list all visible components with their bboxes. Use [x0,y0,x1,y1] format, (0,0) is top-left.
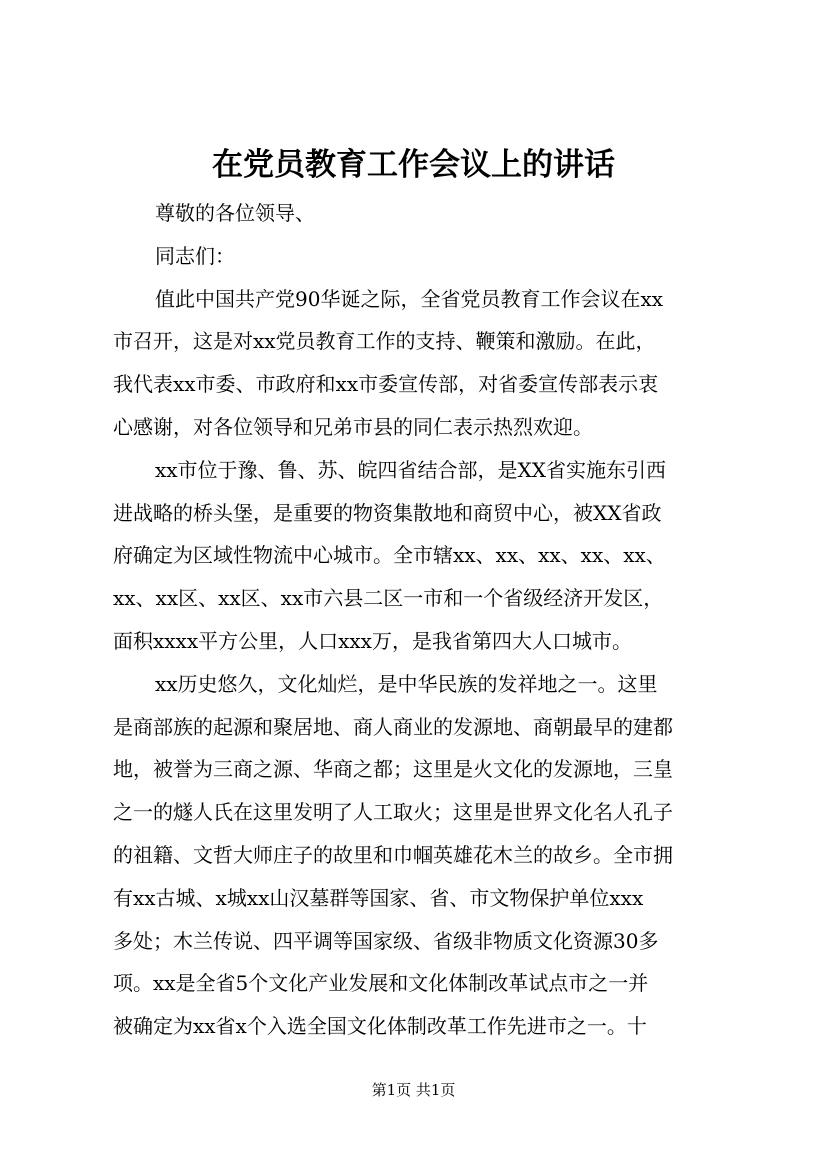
text-line: xx历史悠久，文化灿烂，是中华民族的发祥地之一。这里 [155,671,658,696]
text-line: xx市位于豫、鲁、苏、皖四省结合部，是XX省实施东引西 [155,457,667,482]
text-line: 项。xx是全省5个文化产业发展和文化体制改革试点市之一并 [113,971,649,996]
text-line: 进战略的桥头堡，是重要的物资集散地和商贸中心，被XX省政 [113,500,662,525]
text-line: 值此中国共产党90华诞之际，全省党员教育工作会议在xx [155,286,664,311]
text-line: 我代表xx市委、市政府和xx市委宣传部，对省委宣传部表示衷 [113,372,659,397]
text-line: 地，被誉为三商之源、华商之都；这里是火文化的发源地，三皇 [113,757,673,782]
text-line: 的祖籍、文哲大师庄子的故里和巾帼英雄花木兰的故乡。全市拥 [113,842,673,867]
text-line: 之一的燧人氏在这里发明了人工取火；这里是世界文化名人孔子 [113,800,673,825]
text-line: 多处；木兰传说、四平调等国家级、省级非物质文化资源30多 [113,928,659,953]
text-line: 是商部族的起源和聚居地、商人商业的发源地、商朝最早的建都 [113,714,673,739]
text-line: 有xx古城、x城xx山汉墓群等国家、省、市文物保护单位xxx [113,885,644,910]
paragraph-salutation-1 [113,192,738,235]
paragraph-history [113,663,738,1048]
text-line: 府确定为区域性物流中心城市。全市辖xx、xx、xx、xx、xx、 [113,543,666,568]
document-title: 在党员教育工作会议上的讲话 [212,147,615,183]
text-line: 同志们： [155,243,235,268]
paragraph-welcome [113,278,738,449]
text-line: xx、xx区、xx区、xx市六县二区一市和一个省级经济开发区， [113,586,664,611]
text-line: 心感谢，对各位领导和兄弟市县的同仁表示热烈欢迎。 [113,414,593,439]
paragraph-salutation-2 [113,235,738,278]
page-footer: 第1页 共1页 [371,1081,456,1099]
text-line: 市召开，这是对xx党员教育工作的支持、鞭策和激励。在此， [113,329,656,354]
text-line: 尊敬的各位领导、 [155,201,315,225]
text-line: 面积xxxx平方公里，人口xxx万，是我省第四大人口城市。 [113,628,632,653]
document-body [113,192,738,1048]
text-line: 被确定为xx省x个入选全国文化体制改革工作先进市之一。十 [113,1014,647,1039]
paragraph-location [113,449,738,663]
